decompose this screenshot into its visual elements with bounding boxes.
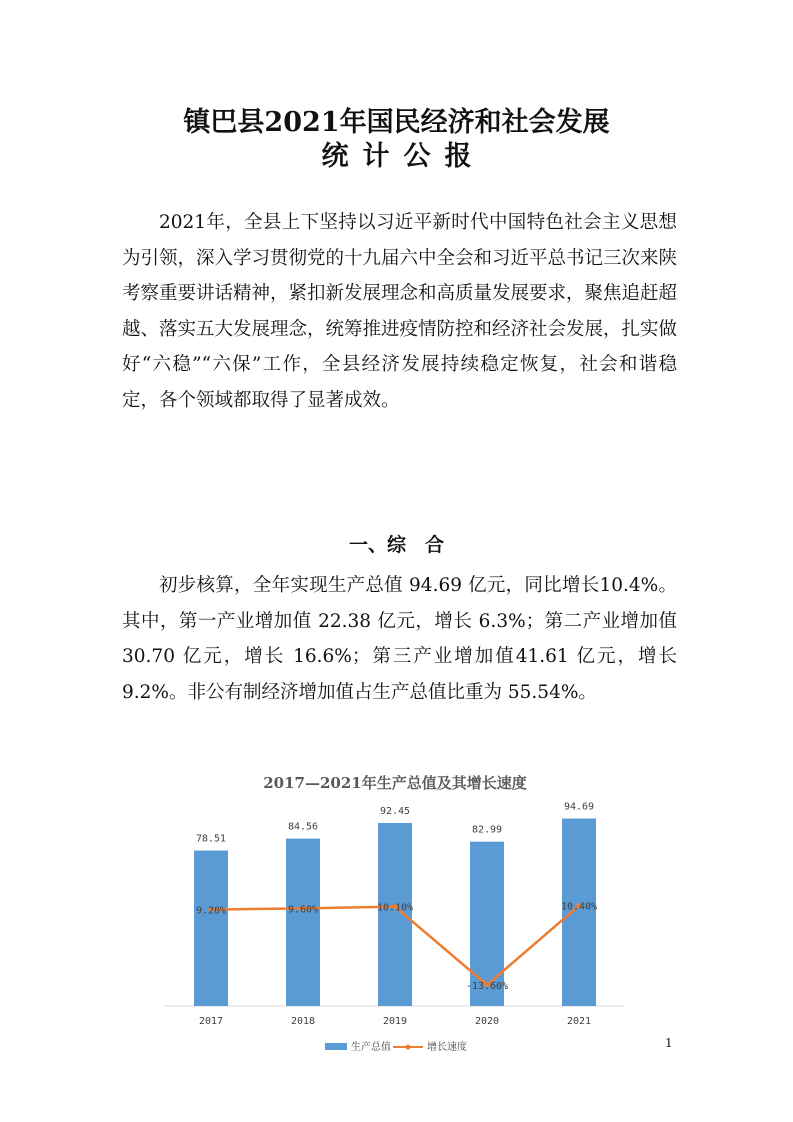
x-tick-label: 2021 [566, 1016, 592, 1027]
legend-marker-growth [406, 1045, 411, 1050]
bar-2017 [194, 851, 228, 1006]
gdp-chart [165, 763, 625, 1063]
growth-rate-label: 10.10% [376, 902, 414, 914]
growth-rate-label: 9.60% [287, 904, 319, 916]
bar-value-label: 82.99 [471, 824, 503, 836]
bar-value-label: 94.69 [563, 801, 595, 813]
section-heading [0, 530, 793, 557]
bar-value-label: 92.45 [379, 805, 411, 817]
growth-rate-label: 10.40% [560, 901, 598, 913]
bar-value-label: 84.56 [287, 821, 319, 833]
x-tick-label: 2017 [198, 1016, 224, 1027]
intro-paragraph: 2021年，全县上下坚持以习近平新时代中国特色社会主义思想为引领，深入学习贯彻党的十九届六中全会和习近平总书记三次来陕考察重要讲话精神，紧扣新发展理念和高质量发展要求，聚焦追赶超越、落实五大发展理念，统筹推进疫情防控和经济社会发展，扎实做好“六稳”“六保”工作，全县经济发展持续稳定恢复，社会和谐稳定，各个领域都取得了显著成效。 [122, 212, 678, 411]
summary-paragraph: 初步核算，全年实现生产总值 94.69 亿元，同比增长10.4%。其中，第一产业增加值 22.38 亿元，增长 6.3%；第二产业增加值 30.70 亿元，增长 16.6%；第三产业增加值41.61 亿元，增长 9.2%。非公有制经济增加值占生产总值比重为 55.54%。 [122, 575, 677, 703]
bar-value-label: 78.51 [195, 833, 227, 845]
x-tick-label: 2019 [382, 1016, 408, 1027]
document-title: 镇巴县2021年国民经济和社会发展 [183, 107, 610, 138]
section-heading-text: 一、综 合 [348, 534, 444, 556]
bar-2018 [286, 839, 320, 1006]
growth-rate-label: 9.20% [195, 905, 227, 917]
legend-swatch-gdp [325, 1043, 347, 1050]
chart-title: 2017—2021年生产总值及其增长速度 [263, 774, 527, 792]
legend-label-growth: 增长速度 [427, 1042, 467, 1053]
x-tick-label: 2018 [290, 1016, 316, 1027]
bar-2019 [378, 823, 412, 1006]
page-number: 1 [665, 1036, 673, 1050]
legend-label-gdp: 生产总值 [351, 1042, 391, 1053]
growth-rate-label: -13.60% [465, 980, 509, 992]
x-tick-label: 2020 [474, 1016, 500, 1027]
document-subtitle: 统计公报 [321, 141, 486, 172]
